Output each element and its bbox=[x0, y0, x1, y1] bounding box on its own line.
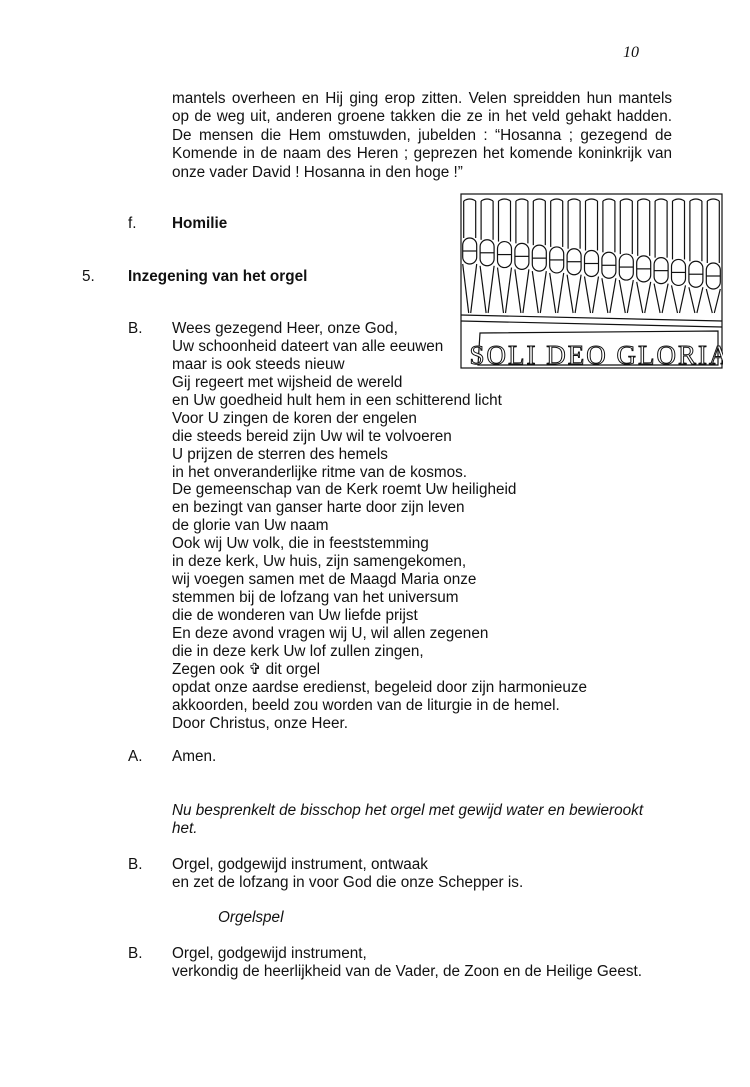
organ-drawing-stroke bbox=[523, 269, 529, 313]
homilie-letter: f. bbox=[128, 215, 137, 232]
organ-drawing-stroke bbox=[627, 280, 633, 313]
organ-drawing-stroke bbox=[463, 264, 469, 313]
speaker-a: A. bbox=[128, 748, 143, 765]
response-line: Orgel, godgewijd instrument, bbox=[172, 945, 367, 962]
homilie-heading: Homilie bbox=[172, 215, 228, 232]
prayer-line: Wees gezegend Heer, onze God, bbox=[172, 320, 398, 337]
organ-drawing-stroke bbox=[506, 268, 512, 313]
prayer-line: Voor U zingen de koren der engelen bbox=[172, 409, 417, 427]
organ-drawing-stroke bbox=[610, 278, 616, 313]
intro-line: op de weg uit, anderen groene takken die ze in het veld gehakt hadden. bbox=[172, 108, 672, 126]
organ-drawing-stroke bbox=[593, 277, 599, 314]
organ-drawing-stroke bbox=[637, 282, 643, 313]
prayer-text bbox=[172, 320, 587, 733]
prayer-line: Gij regeert met wijsheid de wereld bbox=[172, 373, 403, 391]
prayer-line: maar is ook steeds nieuw bbox=[172, 355, 345, 373]
response-text bbox=[172, 945, 642, 981]
prayer-line: wij voegen samen met de Maagd Maria onze bbox=[172, 571, 477, 589]
organ-drawing-stroke bbox=[706, 289, 712, 313]
prayer-line: stemmen bij de lofzang van het universum bbox=[172, 589, 459, 607]
organ-drawing-stroke bbox=[603, 199, 615, 201]
organ-drawing-stroke bbox=[464, 199, 476, 201]
organ-drawing-stroke bbox=[567, 275, 573, 313]
organ-drawing-stroke bbox=[550, 273, 556, 313]
organ-drawing-stroke bbox=[655, 199, 667, 201]
response-line: verkondig de heerlijkheid van de Vader, de Zoon en de Heilige Geest. bbox=[172, 962, 642, 980]
organ-drawing-stroke bbox=[673, 199, 685, 201]
amen-text: Amen. bbox=[172, 748, 217, 765]
organ-drawing-stroke bbox=[697, 287, 703, 313]
intro-paragraph bbox=[172, 90, 672, 182]
orgelspel-rubric: Orgelspel bbox=[218, 909, 284, 926]
organ-drawing-stroke bbox=[481, 199, 493, 201]
prayer-line: akkoorden, beeld zou worden van de liturgie in de hemel. bbox=[172, 696, 560, 714]
organ-drawing-stroke bbox=[488, 266, 494, 313]
response-line: en zet de lofzang in voor God die onze Schepper is. bbox=[172, 873, 524, 891]
organ-drawing-stroke bbox=[499, 199, 511, 201]
organ-drawing-stroke bbox=[575, 275, 581, 313]
organ-drawing-stroke bbox=[714, 289, 720, 313]
organ-drawing-stroke bbox=[515, 269, 521, 313]
prayer-line: opdat onze aardse eredienst, begeleid door zijn harmonieuze bbox=[172, 678, 587, 696]
prayer-line: die in deze kerk Uw lof zullen zingen, bbox=[172, 642, 424, 660]
prayer-line: die steeds bereid zijn Uw wil te volvoeren bbox=[172, 427, 452, 445]
prayer-line: en bezingt van ganser harte door zijn leven bbox=[172, 499, 465, 517]
speaker-b: B. bbox=[128, 320, 143, 337]
organ-drawing-stroke bbox=[558, 273, 564, 313]
speaker-b: B. bbox=[128, 856, 143, 873]
prayer-line: in deze kerk, Uw huis, zijn samengekomen, bbox=[172, 553, 467, 571]
organ-drawing-stroke bbox=[672, 285, 678, 313]
response-line: Orgel, godgewijd instrument, ontwaak bbox=[172, 856, 428, 873]
organ-drawing-stroke bbox=[586, 199, 598, 201]
organ-drawing-stroke bbox=[662, 284, 668, 313]
organ-drawing-stroke bbox=[585, 277, 591, 314]
intro-line: mantels overheen en Hij ging erop zitten. Velen spreidden hun mantels bbox=[172, 90, 672, 107]
prayer-line: U prijzen de sterren des hemels bbox=[172, 445, 388, 463]
intro-line: Komende in de naam des Heren ; geprezen het komende koninkrijk van bbox=[172, 145, 672, 163]
organ-drawing-stroke bbox=[480, 266, 486, 313]
organ-drawing-stroke bbox=[620, 199, 632, 201]
intro-line: onze vader David ! Hosanna in den hoge !” bbox=[172, 163, 463, 181]
organ-inscription: SOLI DEO GLORIA bbox=[469, 340, 723, 369]
organ-drawing-stroke bbox=[471, 264, 477, 313]
organ-drawing-stroke bbox=[654, 284, 660, 313]
organ-drawing-stroke bbox=[602, 278, 608, 313]
prayer-line: Uw schoonheid dateert van alle eeuwen bbox=[172, 337, 444, 355]
organ-drawing-stroke bbox=[498, 268, 504, 313]
organ-drawing-stroke bbox=[551, 199, 563, 201]
section-heading: Inzegening van het orgel bbox=[128, 268, 308, 285]
organ-drawing-stroke bbox=[707, 199, 719, 201]
prayer-line: Door Christus, onze Heer. bbox=[172, 714, 348, 732]
organ-drawing-stroke bbox=[690, 199, 702, 201]
speaker-b: B. bbox=[128, 945, 143, 962]
organ-drawing-stroke bbox=[689, 287, 695, 313]
organ-drawing-stroke bbox=[533, 199, 545, 201]
organ-drawing-stroke bbox=[638, 199, 650, 201]
prayer-line: De gemeenschap van de Kerk roemt Uw heiligheid bbox=[172, 481, 517, 499]
prayer-line: En deze avond vragen wij U, wil allen zegenen bbox=[172, 624, 489, 642]
organ-drawing-stroke bbox=[619, 280, 625, 313]
intro-line: De mensen die Hem omstuwden, jubelden : “Hosanna ; gezegend de bbox=[172, 126, 672, 144]
response-text bbox=[172, 856, 523, 892]
organ-drawing-stroke bbox=[540, 271, 546, 313]
page-number: 10 bbox=[623, 44, 639, 61]
organ-drawing-stroke bbox=[516, 199, 528, 201]
rubric-line: Nu besprenkelt de bisschop het orgel met gewijd water en bewierookt bbox=[172, 802, 644, 819]
organ-drawing-stroke bbox=[532, 271, 538, 313]
section-number: 5. bbox=[82, 268, 95, 285]
organ-drawing-stroke bbox=[645, 282, 651, 313]
organ-drawing-stroke bbox=[568, 199, 580, 201]
organ-drawing-stroke bbox=[680, 285, 686, 313]
prayer-line: in het onveranderlijke ritme van de kosmos. bbox=[172, 463, 468, 481]
rubric bbox=[172, 802, 643, 838]
prayer-line: die de wonderen van Uw liefde prijst bbox=[172, 607, 418, 624]
prayer-line: Zegen ook ✞ dit orgel bbox=[172, 660, 321, 678]
prayer-line: de glorie van Uw naam bbox=[172, 517, 329, 535]
prayer-line: Ook wij Uw volk, die in feeststemming bbox=[172, 535, 429, 553]
rubric-line: het. bbox=[172, 819, 198, 837]
prayer-line: en Uw goedheid hult hem in een schitterend licht bbox=[172, 391, 502, 409]
